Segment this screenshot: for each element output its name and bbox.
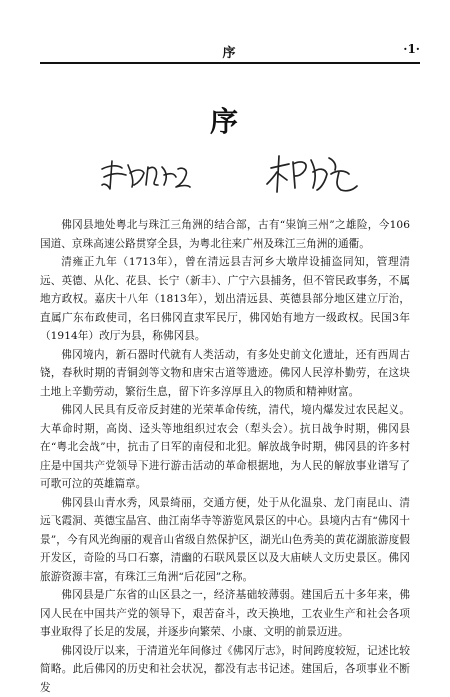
preface-title: 序 <box>0 100 450 140</box>
signature-right <box>265 150 360 198</box>
running-header <box>40 40 420 62</box>
preface-body <box>40 216 410 697</box>
paragraph: 佛冈县是广东省的山区县之一，经济基础较薄弱。建国后五十多年来，佛冈人民在中国共产党的领导下，艰苦奋斗，改天换地，工农业生产和社会各项事业取得了长足的发展，并逐步向繁荣、小康、文明的前景迈进。 <box>40 586 410 642</box>
signature-left <box>98 155 193 195</box>
signatures <box>0 150 450 200</box>
paragraph: 佛冈人民具有反帝反封建的光荣革命传统，清代，境内爆发过农民起义。大革命时期，高岗、迳头等地组织过农会（犁头会）。抗日战争时期，佛冈县在“粤北会战”中，抗击了日军的南侵和北犯。解放战争时期，佛冈县的许多村庄是中国共产党领导下进行游击活动的革命根据地，为人民的解放事业谱写了可歌可泣的英雄篇章。 <box>40 401 410 494</box>
paragraph: 佛冈县地处粤北与珠江三角洲的结合部，古有“粜饷三州”之雄险，今106国道、京珠高速公路贯穿全县，为粤北往来广州及珠江三角洲的通衢。 <box>40 216 410 253</box>
paragraph: 佛冈设厅以来，于清道光年间修过《佛冈厅志》，时间跨度较短，记述比较简略。此后佛冈的历史和社会状况，都没有志书记述。建国后，各项事业不断发 <box>40 642 410 697</box>
paragraph: 佛冈县山青水秀，风景绮丽，交通方便，处于从化温泉、龙门南昆山、清远飞霞洞、英德宝晶宫、曲江南华寺等游览风景区的中心。县境内古有“佛冈十景”，今有风光绚丽的观音山省级自然保护区，湖光山色秀美的黄花湖旅游度假开发区，奇险的马口石寨，清幽的石联风景区以及大庙峡人文历史景区。佛冈旅游资源丰富，有珠江三角洲“后花园”之称。 <box>40 494 410 587</box>
page-number: ·1· <box>403 42 420 56</box>
header-title: 序 <box>40 42 420 61</box>
paragraph: 佛冈境内，新石器时代就有人类活动，有多处史前文化遗址，还有西周古铙，春秋时期的青铜剑等文物和唐宋古道等遗迹。佛冈人民淳朴勤劳，在这块土地上辛勤劳动，繁衍生息，留下许多淳厚且入的物质和精神财富。 <box>40 346 410 402</box>
paragraph: 清雍正九年（1713年），曾在清远县吉河乡大墩岸设捕盗同知，管理清远、英德、从化、花县、长宁（新丰）、广宁六县捕务，但不管民政事务，不属地方政权。嘉庆十八年（1813年），划出清远县、英德县部分地区建立厅治，直属广东布政使司，名曰佛冈直隶军民厅，佛冈始有地方一级政权。民国3年（1914年）改厅为县，称佛冈县。 <box>40 253 410 346</box>
header-rule <box>40 62 420 64</box>
